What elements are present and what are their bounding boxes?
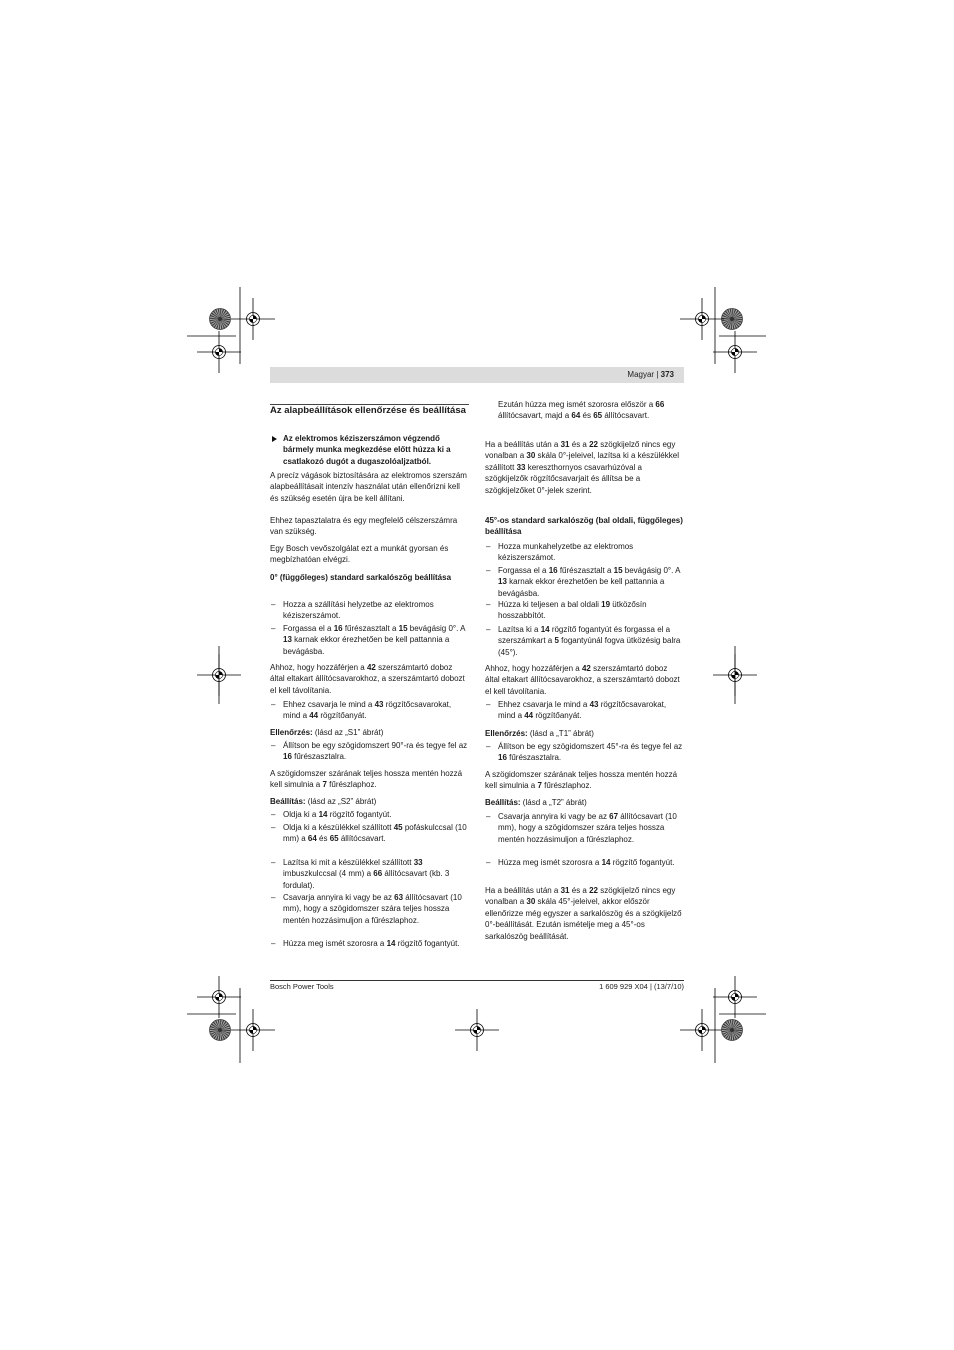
footer-brand: Bosch Power Tools: [270, 982, 334, 991]
footer-document-code: 1 609 929 X04 | (13/7/10): [599, 982, 684, 991]
list-item: [485, 599, 684, 622]
registration-mark: [197, 976, 241, 1018]
access-paragraph: [485, 663, 684, 697]
text-segment: rögzítőanyát.: [318, 711, 367, 721]
indicator-paragraph: [485, 439, 684, 496]
text-segment: Ha a beállítás után a: [485, 440, 561, 449]
list-item: [270, 623, 469, 657]
check-line: [270, 727, 469, 738]
list-dash: –: [486, 858, 491, 867]
part-number: 16: [548, 566, 558, 575]
text-segment: rögzítő fogantyút.: [395, 939, 460, 948]
part-number: 30: [526, 451, 536, 461]
list-item: [270, 857, 469, 891]
text-segment: A szögidomszer szárának teljes hossza mentén hozzá kell simulnia a: [270, 769, 463, 790]
page-header-bar: [270, 367, 684, 383]
text-segment: állítócsavart (10 mm), hogy a szögidomszer szára teljes hossza mentén hozzásimuljon a fűrészlaphoz.: [283, 893, 462, 925]
text-segment: állítócsavart.: [338, 834, 386, 844]
figure-reference: (lásd a „T1” ábrát): [527, 729, 594, 738]
text-segment: szögkijelző nincs egy vonalban a: [485, 886, 676, 907]
part-number: 43: [589, 700, 599, 709]
text-segment: Csavarja annyira ki vagy be az: [283, 893, 395, 902]
text-segment: rögzítőcsavarokat, mind a: [498, 700, 667, 721]
text-segment: fűrészasztalra.: [506, 753, 562, 763]
adjust-line: [485, 797, 684, 808]
registration-mark: [713, 331, 757, 373]
list-dash: –: [271, 823, 276, 832]
text-segment: állítócsavart (kb. 3 fordulat).: [283, 869, 450, 890]
text-segment: állítócsavart (10 mm), hogy a szögidomszer szára teljes hossza mentén hozzásimuljon a fűrészlaphoz.: [498, 812, 677, 844]
list-dash: –: [271, 893, 276, 902]
text-segment: fűrészlaphoz.: [541, 781, 592, 791]
part-number: 19: [601, 600, 611, 609]
text-segment: és a: [569, 440, 590, 449]
part-number: 31: [560, 886, 570, 895]
part-number: 7: [322, 780, 327, 790]
text-segment: Állítson be egy szögidomszert 90°-ra és tegye fel az: [283, 741, 468, 750]
intro-paragraph: A precíz vágások biztosítására az elektromos szerszám alapbeállításait intenzív használat után ellenőrizni kell és szükség esetén újra be kell állítani.: [270, 471, 467, 503]
text-segment: A szögidomszer szárának teljes hossza mentén hozzá kell simulnia a: [485, 770, 678, 791]
page-number: 373: [660, 370, 674, 379]
part-number: 65: [593, 411, 603, 421]
part-number: 14: [540, 625, 550, 634]
contact-paragraph: [485, 769, 684, 792]
list-dash: –: [486, 625, 491, 634]
list-dash: –: [486, 542, 491, 551]
list-item: [270, 892, 469, 926]
part-number: 30: [526, 897, 536, 907]
registration-mark: [231, 1009, 275, 1051]
indicator-paragraph: [485, 885, 684, 942]
part-number: 44: [524, 711, 534, 721]
list-dash: –: [271, 858, 276, 867]
text-segment: szerszámtartó doboz által eltakart állítócsavarokhoz, a szerszámtartó dobozt el kell távolítania.: [485, 664, 680, 696]
text-segment: skála 45°-jeleivel, akkor először ellenőrizze még egyszer a sarkalószög és a szögkijelző 0°-beállítását. Ezután ismételje meg a 45°-os sarkalószög beállítását.: [485, 897, 682, 941]
text-segment: szögkijelző nincs egy vonalban a: [485, 440, 676, 461]
list-item: [485, 565, 684, 599]
adjust-label: Beállítás:: [270, 797, 306, 806]
part-number: 64: [571, 411, 581, 421]
color-target-mark: [210, 1020, 231, 1041]
text-segment: Ehhez csavarja le mind a: [498, 700, 590, 709]
text-segment: imbuszkulccsal (4 mm) a: [283, 869, 374, 879]
part-number: 66: [373, 869, 383, 879]
subheading: 0° (függőleges) standard sarkalószög beállítása: [270, 573, 452, 582]
intro-note: Ehhez tapasztalatra és egy megfelelő célszerszámra van szükség.: [270, 516, 458, 537]
part-number: 15: [613, 566, 623, 575]
part-number: 22: [589, 886, 598, 895]
text-segment: rögzítő fogantyút.: [327, 810, 392, 819]
figure-reference: (lásd az „S2” ábrát): [305, 797, 377, 806]
service-paragraph: Egy Bosch vevőszolgálat ezt a munkát gyorsan és megbízhatóan elvégzi.: [270, 544, 449, 565]
safety-warning: [270, 433, 469, 467]
text-segment: Húzza ki teljesen a bal oldali: [498, 600, 602, 609]
text-segment: Ezután húzza meg ismét szorosra először a: [498, 400, 656, 409]
text-segment: és: [316, 834, 330, 844]
text-segment: Ha a beállítás után a: [485, 886, 561, 895]
list-dash: –: [271, 700, 276, 709]
text-segment: rögzítő fogantyút és forgassa el a szerszámkart a: [498, 625, 671, 646]
part-number: 64: [307, 834, 317, 844]
part-number: 16: [333, 624, 343, 633]
text-segment: bevágásig 0°. A: [622, 566, 681, 575]
registration-mark: [713, 976, 757, 1018]
registration-mark: [455, 1009, 499, 1051]
text-segment: állítócsavart.: [602, 411, 650, 421]
text-segment: skála 0°-jeleivel, lazítsa ki a készülékkel szállított: [485, 451, 679, 472]
text-segment: Ehhez csavarja le mind a: [283, 700, 375, 709]
text-segment: Forgassa el a: [498, 566, 549, 575]
text-segment: Oldja ki a: [283, 810, 319, 819]
list-dash: –: [486, 742, 491, 751]
part-number: 16: [498, 753, 507, 763]
part-number: 63: [394, 893, 404, 902]
list-dash: –: [271, 600, 276, 609]
text-segment: fűrészasztalt a: [557, 566, 614, 575]
text-segment: Húzza meg ismét szorosra a: [498, 858, 602, 867]
list-item: [485, 811, 684, 845]
text-segment: fűrészasztalt a: [342, 624, 399, 633]
warning-text: Az elektromos kéziszerszámon végzendő bármely munka megkezdése előtt húzza ki a csatlakozó dugót a dugaszolóaljzatból.: [283, 434, 451, 466]
part-number: 33: [516, 462, 526, 472]
text-segment: Ahhoz, hogy hozzáférjen a: [485, 664, 582, 673]
text-segment: Állítson be egy szögidomszert 45°-ra és tegye fel az: [498, 742, 683, 751]
subheading: 45°-os standard sarkalószög (bal oldali, függőleges) beállítása: [485, 516, 683, 537]
figure-reference: (lásd az „S1” ábrát): [312, 728, 384, 737]
list-dash: –: [271, 810, 276, 819]
list-dash: –: [486, 566, 491, 575]
list-dash: –: [486, 700, 491, 709]
registration-mark: [197, 331, 241, 373]
list-item: [270, 809, 469, 820]
check-label: Ellenőrzés:: [485, 729, 528, 738]
registration-mark: [680, 1009, 724, 1051]
part-number: 42: [581, 664, 591, 673]
list-item: [485, 741, 684, 764]
figure-reference: (lásd a „T2” ábrát): [520, 798, 587, 807]
text-segment: rögzítőcsavarokat, mind a: [283, 700, 452, 721]
part-number: 7: [537, 781, 542, 791]
text-segment: Forgassa el a: [283, 624, 334, 633]
text-segment: és a: [569, 886, 590, 895]
text-segment: és: [580, 411, 594, 421]
text-segment: fűrészlaphoz.: [326, 780, 377, 790]
part-number: 31: [560, 440, 570, 449]
text-segment: fogantyúnál fogva ütközésig balra (45°).: [498, 636, 681, 657]
part-number: 13: [498, 577, 507, 587]
list-dash: –: [486, 600, 491, 609]
text-segment: ütközősín hosszabbítót.: [498, 600, 647, 621]
check-line: [485, 728, 684, 739]
access-paragraph: [270, 662, 469, 696]
list-dash: –: [271, 939, 276, 948]
header-separator: |: [656, 370, 659, 379]
part-number: 44: [309, 711, 319, 721]
text-segment: Hozza a szállítási helyzetbe az elektromos kéziszerszámot.: [283, 600, 434, 621]
text-segment: bevágásig 0°. A: [407, 624, 466, 633]
text-segment: Oldja ki a készülékkel szállított: [283, 823, 394, 832]
text-segment: pofáskulccsal (10 mm) a: [283, 823, 467, 844]
part-number: 22: [589, 440, 598, 449]
text-segment: állítócsavart, majd a: [498, 411, 572, 421]
list-item: [485, 624, 684, 658]
part-number: 65: [329, 834, 339, 844]
arrow-right-icon: [272, 436, 277, 442]
list-item: [270, 822, 469, 845]
list-item: [485, 699, 684, 722]
text-segment: fűrészasztalra.: [291, 752, 347, 762]
part-number: 16: [283, 752, 292, 762]
text-segment: Lazítsa ki mit a készülékkel szállított: [283, 858, 414, 867]
color-target-mark: [722, 309, 743, 330]
list-item-continuation: [485, 399, 684, 422]
text-segment: Csavarja annyira ki vagy be az: [498, 812, 610, 821]
text-segment: szerszámtartó doboz által eltakart állítócsavarokhoz, a szerszámtartó dobozt el kell távolítania.: [270, 663, 465, 695]
text-segment: Húzza meg ismét szorosra a: [283, 939, 387, 948]
text-segment: karnak ekkor érezhetően be kell pattannia a bevágásba.: [498, 577, 665, 598]
registration-mark: [231, 298, 275, 340]
section-heading: Az alapbeállítások ellenőrzése és beállítása: [270, 404, 469, 418]
adjust-line: [270, 796, 469, 807]
list-item: [270, 599, 469, 622]
text-segment: Hozza munkahelyzetbe az elektromos kéziszerszámot.: [498, 542, 634, 563]
text-segment: rögzítő fogantyút.: [610, 858, 675, 867]
text-segment: karnak ekkor érezhetően be kell pattannia a bevágásba.: [283, 635, 450, 656]
part-number: 67: [609, 812, 619, 821]
list-item: [270, 938, 469, 949]
contact-paragraph: [270, 768, 469, 791]
text-segment: Ahhoz, hogy hozzáférjen a: [270, 663, 367, 672]
color-target-mark: [210, 309, 231, 330]
list-item: [270, 740, 469, 763]
part-number: 13: [283, 635, 292, 645]
part-number: 14: [601, 858, 611, 867]
text-segment: Lazítsa ki a: [498, 625, 541, 634]
list-dash: –: [271, 624, 276, 633]
part-number: 33: [413, 858, 423, 867]
text-segment: rögzítőanyát.: [533, 711, 582, 721]
part-number: 43: [374, 700, 384, 709]
list-item: [485, 857, 684, 868]
list-dash: –: [271, 741, 276, 750]
list-item: [270, 699, 469, 722]
registration-mark: [680, 298, 724, 340]
list-item: [485, 541, 684, 564]
list-dash: –: [486, 812, 491, 821]
adjust-label: Beállítás:: [485, 798, 521, 807]
part-number: 14: [318, 810, 328, 819]
part-number: 42: [366, 663, 376, 672]
text-segment: kereszthornyos csavarhúzóval a szögkijelzők rögzítőcsavarjait és állítsa be a szögkijelzőket 0°-jelek szerint.: [485, 462, 642, 495]
part-number: 45: [393, 823, 403, 832]
check-label: Ellenőrzés:: [270, 728, 313, 737]
page-header-text: [627, 367, 674, 383]
part-number: 14: [386, 939, 396, 948]
part-number: 5: [554, 636, 559, 646]
part-number: 66: [655, 400, 665, 409]
color-target-mark: [722, 1020, 743, 1041]
language-label: Magyar: [627, 370, 655, 379]
part-number: 15: [398, 624, 408, 633]
